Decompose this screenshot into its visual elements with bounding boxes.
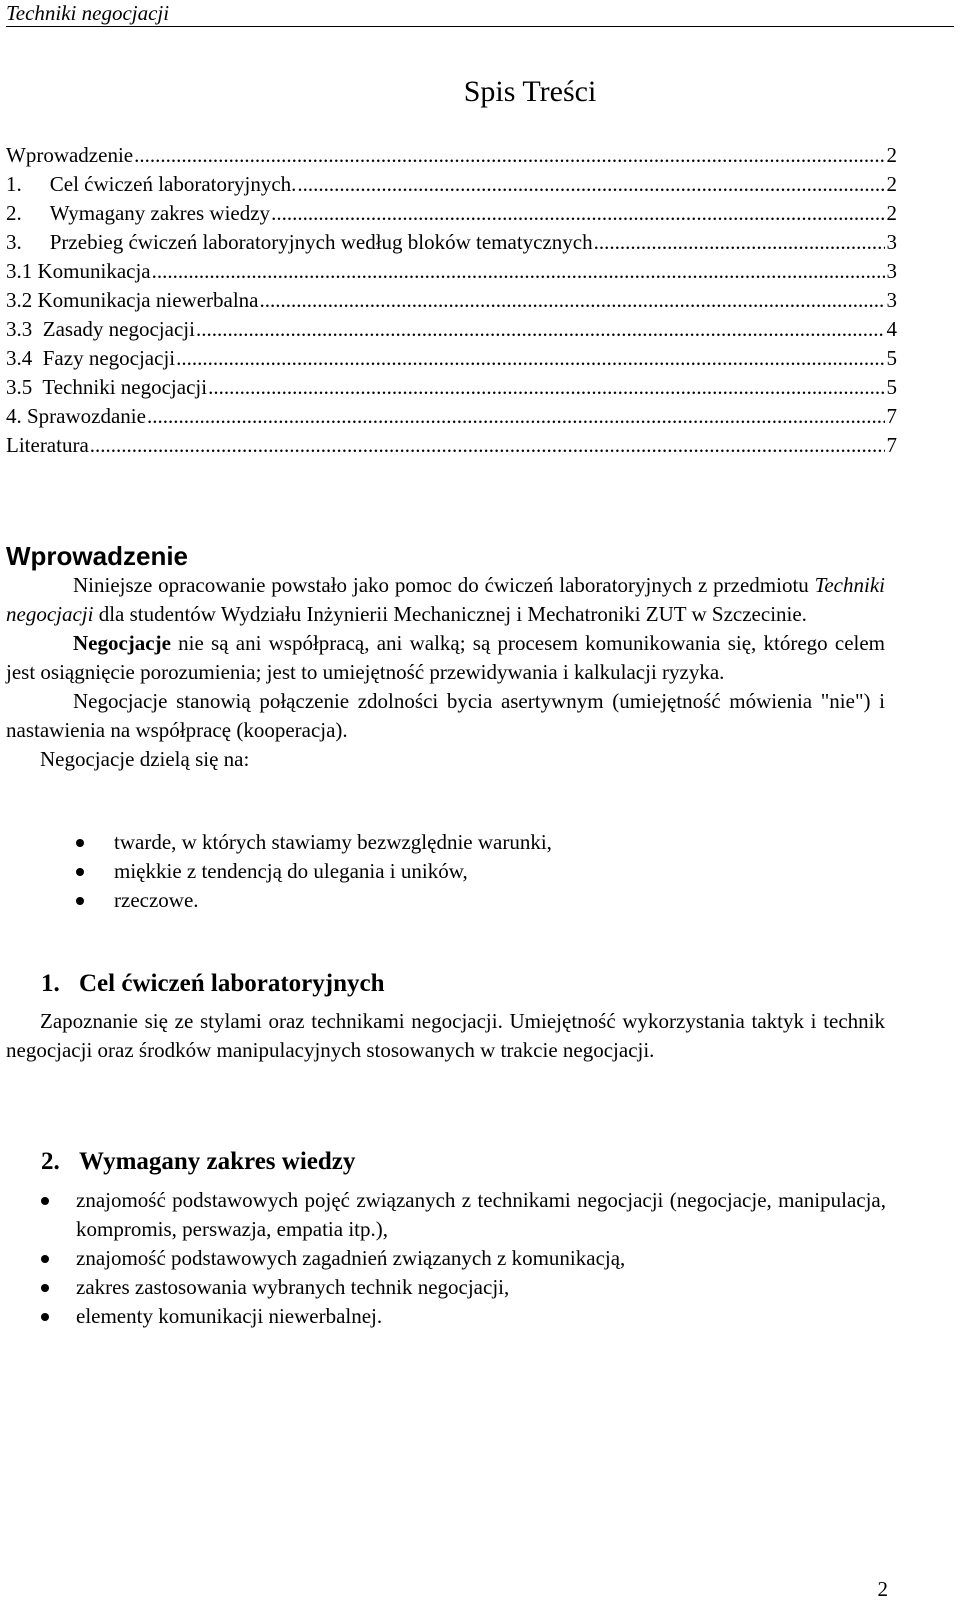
toc-entry-section-3-3[interactable] <box>6 316 897 345</box>
toc-entry-page: 5 <box>886 346 897 370</box>
toc-entry-number: 3. <box>6 230 22 254</box>
toc-entry-label: Cel ćwiczeń laboratoryjnych. <box>49 172 297 196</box>
toc-leader-dots <box>134 142 884 168</box>
toc-title: Spis Treści <box>463 75 597 108</box>
toc-leader-dots <box>297 171 884 197</box>
toc-entry-page: 2 <box>886 143 897 167</box>
bullet-icon <box>76 897 84 905</box>
toc-entry-page: 3 <box>886 259 897 283</box>
table-of-contents <box>6 142 897 461</box>
toc-entry-page: 5 <box>886 375 897 399</box>
negotiation-types-list <box>114 828 874 915</box>
bullet-icon <box>76 868 84 876</box>
toc-leader-dots <box>152 258 885 284</box>
list-item: elementy komunikacji niewerbalnej. <box>76 1302 886 1331</box>
toc-entry-section-1[interactable] <box>6 171 897 200</box>
toc-entry-page: 3 <box>886 288 897 312</box>
toc-entry-section-3-4[interactable] <box>6 345 897 374</box>
toc-entry-page: 2 <box>886 201 897 225</box>
toc-entry-label: 3.1 Komunikacja <box>6 259 151 283</box>
toc-entry-label: 3.4 Fazy negocjacji <box>6 346 176 370</box>
toc-entry-page: 3 <box>886 230 897 254</box>
toc-leader-dots <box>196 316 885 342</box>
toc-entry-page: 7 <box>886 404 897 428</box>
toc-leader-dots <box>594 229 885 255</box>
toc-entry-section-2[interactable] <box>6 200 897 229</box>
toc-entry-page: 4 <box>886 317 897 341</box>
toc-entry-label: 4. Sprawozdanie <box>6 404 146 428</box>
section-2-heading: 2. Wymagany zakres wiedzy <box>41 1148 356 1175</box>
toc-entry-number: 1. <box>6 172 22 196</box>
toc-entry-introduction[interactable] <box>6 142 897 171</box>
toc-entry-label: 3.2 Komunikacja niewerbalna <box>6 288 259 312</box>
required-knowledge-list <box>76 1186 886 1331</box>
bullet-icon <box>41 1197 49 1205</box>
toc-leader-dots <box>147 403 885 429</box>
toc-leader-dots <box>271 200 884 226</box>
bullet-icon <box>41 1255 49 1263</box>
list-item: znajomość podstawowych pojęć związanych z technikami negocjacji (negocjacje, manipulacja, kompromis, perswazja, empatia itp.), <box>76 1186 886 1244</box>
bullet-icon <box>76 839 84 847</box>
toc-leader-dots <box>176 345 884 371</box>
course-name: Techniki negocjacji <box>6 573 885 626</box>
intro-paragraph-3: Negocjacje stanowią połączenie zdolności bycia asertywnym (umiejętność mówienia "nie") i nastawienia na współpracę (kooperacja). <box>6 689 885 742</box>
list-item: zakres zastosowania wybranych technik negocjacji, <box>76 1273 886 1302</box>
section-1-heading: 1. Cel ćwiczeń laboratoryjnych <box>41 970 385 997</box>
toc-entry-label: Wymagany zakres wiedzy <box>49 201 271 225</box>
toc-entry-label: Przebieg ćwiczeń laboratoryjnych według bloków tematycznych <box>49 230 593 254</box>
toc-entry-number: 2. <box>6 201 22 225</box>
toc-leader-dots <box>260 287 885 313</box>
toc-entry-literature[interactable] <box>6 432 897 461</box>
toc-entry-label: Literatura <box>6 433 89 457</box>
bullet-icon <box>41 1313 49 1321</box>
list-item: miękkie z tendencją do ulegania i uników, <box>114 857 874 886</box>
intro-paragraph-4: Negocjacje dzielą się na: <box>40 747 250 771</box>
toc-entry-page: 2 <box>886 172 897 196</box>
list-item: twarde, w których stawiamy bezwzględnie warunki, <box>114 828 874 857</box>
section-1-text: Zapoznanie się ze stylami oraz technikami negocjacji. Umiejętność wykorzystania taktyk i technik negocjacji oraz środków manipulacyjnych stosowanych w trakcie negocjacji. <box>6 1009 885 1062</box>
toc-entry-label: 3.5 Techniki negocjacji <box>6 375 208 399</box>
intro-heading: Wprowadzenie <box>6 541 189 571</box>
toc-entry-page: 7 <box>886 433 897 457</box>
toc-entry-section-3-5[interactable] <box>6 374 897 403</box>
list-item: znajomość podstawowych zagadnień związanych z komunikacją, <box>76 1244 886 1273</box>
list-item: rzeczowe. <box>114 886 874 915</box>
toc-entry-section-3-1[interactable] <box>6 258 897 287</box>
toc-leader-dots <box>208 374 884 400</box>
toc-entry-section-3[interactable] <box>6 229 897 258</box>
toc-entry-section-4[interactable] <box>6 403 897 432</box>
running-header: Techniki negocjacji <box>6 0 954 27</box>
page-number: 2 <box>877 1577 888 1601</box>
toc-leader-dots <box>90 432 885 458</box>
intro-body <box>6 571 885 774</box>
toc-entry-section-3-2[interactable] <box>6 287 897 316</box>
term-negocjacje: Negocjacje <box>73 631 171 655</box>
intro-paragraph-2: Negocjacje nie są ani współpracą, ani walką; są procesem komunikowania się, którego celem jest osiągnięcie porozumienia; jest to umiejętność przewidywania i kalkulacji ryzyka. <box>6 631 885 684</box>
intro-paragraph-1: Niniejsze opracowanie powstało jako pomoc do ćwiczeń laboratoryjnych z przedmiotu Techniki negocjacji dla studentów Wydziału Inżynierii Mechanicznej i Mechatroniki ZUT w Szczecinie. <box>6 573 885 626</box>
toc-entry-label: Wprowadzenie <box>6 143 134 167</box>
toc-entry-label: 3.3 Zasady negocjacji <box>6 317 195 341</box>
bullet-icon <box>41 1284 49 1292</box>
